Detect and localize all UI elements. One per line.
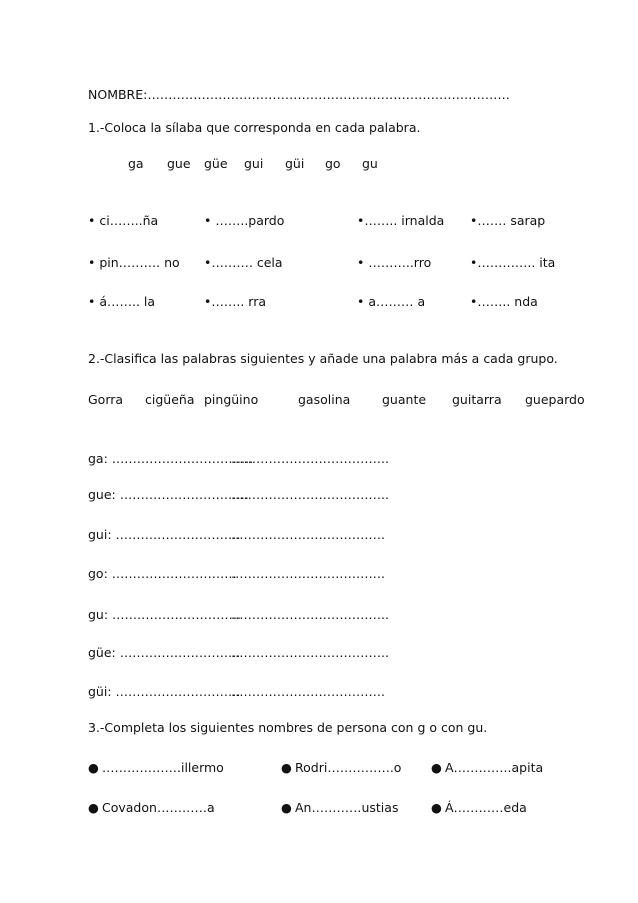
name-blank: ……………….illermo bbox=[102, 760, 224, 775]
syllable-gue: gue bbox=[167, 156, 191, 171]
word-blank: • ……..pardo bbox=[204, 213, 285, 228]
syllable-gue-dieresis: güe bbox=[204, 156, 228, 171]
group-label-ga: ga: ……………………………. bbox=[88, 451, 254, 466]
name-blank: An…………ustias bbox=[295, 800, 399, 815]
group-blank: ……………………………….. bbox=[231, 451, 389, 466]
word-blank: • pin………. no bbox=[88, 255, 180, 270]
syllable-go: go bbox=[325, 156, 341, 171]
word-blank: •………….. ita bbox=[470, 255, 556, 270]
word-bank-item: pingüino bbox=[204, 392, 259, 407]
group-label-gui: gui: ………………………… bbox=[88, 527, 241, 542]
word-blank: • á…….. la bbox=[88, 294, 156, 309]
name-blank: Á…………eda bbox=[445, 800, 527, 815]
group-blank: ……………………………….. bbox=[231, 487, 389, 502]
bullet-icon: ● bbox=[88, 760, 99, 775]
group-label-gu: gu: …………………………. bbox=[88, 607, 242, 622]
group-blank: ………………………………. bbox=[231, 527, 385, 542]
group-blank: ……………………………….. bbox=[231, 645, 389, 660]
group-blank: ………………………………. bbox=[231, 684, 385, 699]
word-blank: •……. sarap bbox=[470, 213, 546, 228]
word-blank: • ………..rro bbox=[357, 255, 432, 270]
group-blank: ……………………………….. bbox=[231, 607, 389, 622]
syllable-gu: gu bbox=[362, 156, 378, 171]
syllable-gui-dieresis: güi bbox=[285, 156, 305, 171]
group-label-gue-dieresis: güe: ……………………….. bbox=[88, 645, 241, 660]
word-blank: •…….. nda bbox=[470, 294, 538, 309]
word-bank-item: Gorra bbox=[88, 392, 124, 407]
word-blank: • ci……..ña bbox=[88, 213, 159, 228]
group-blank: ………………………………. bbox=[231, 566, 385, 581]
group-label-go: go: ………………………… bbox=[88, 566, 237, 581]
name-blank: Rodri…………….o bbox=[295, 760, 402, 775]
name-blank: Covadon…………a bbox=[102, 800, 215, 815]
bullet-icon: ● bbox=[431, 760, 442, 775]
syllable-ga: ga bbox=[128, 156, 144, 171]
word-blank: •………. cela bbox=[204, 255, 283, 270]
word-bank-item: guitarra bbox=[452, 392, 502, 407]
bullet-icon: ● bbox=[281, 760, 292, 775]
name-blank: A…………..apita bbox=[445, 760, 544, 775]
word-bank-item: gasolina bbox=[298, 392, 351, 407]
word-bank-item: guante bbox=[382, 392, 427, 407]
group-label-gui-dieresis: güi: ………………………… bbox=[88, 684, 241, 699]
exercise-2-title: 2.-Clasifica las palabras siguientes y añade una palabra más a cada grupo. bbox=[88, 351, 558, 366]
nombre-line: NOMBRE:…………………………………………………………………………… bbox=[88, 87, 510, 102]
bullet-icon: ● bbox=[431, 800, 442, 815]
exercise-3-title: 3.-Completa los siguientes nombres de persona con g o con gu. bbox=[88, 720, 488, 735]
word-blank: •…….. irnalda bbox=[357, 213, 445, 228]
word-bank-item: cigüeña bbox=[145, 392, 195, 407]
bullet-icon: ● bbox=[281, 800, 292, 815]
word-bank-item: guepardo bbox=[525, 392, 585, 407]
syllable-gui: gui bbox=[244, 156, 264, 171]
group-label-gue: gue: …………………………. bbox=[88, 487, 249, 502]
exercise-1-title: 1.-Coloca la sílaba que corresponda en cada palabra. bbox=[88, 120, 421, 135]
bullet-icon: ● bbox=[88, 800, 99, 815]
word-blank: • a……… a bbox=[357, 294, 426, 309]
word-blank: •…….. rra bbox=[204, 294, 267, 309]
